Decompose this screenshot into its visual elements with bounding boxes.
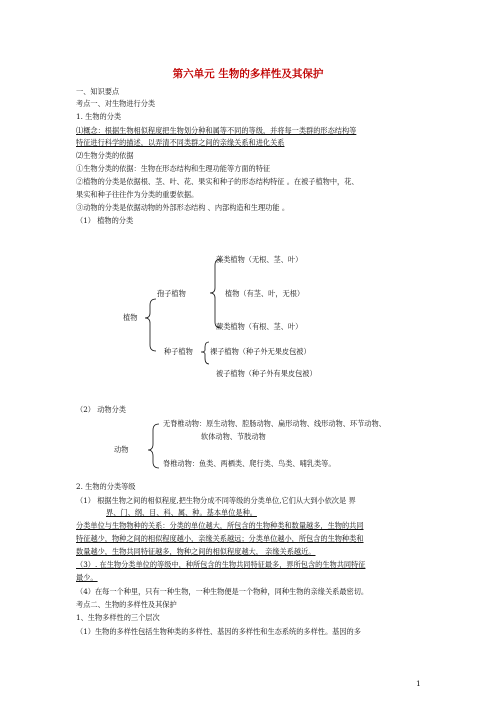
text-line: 最少。 [76,573,98,582]
text-line: 特征越少，物种之间的相似程度越小，亲缘关系越远；分类单位越小，所包含的生物种类和 [76,534,364,543]
page-title: 第六单元 生物的多样性及其保护 [172,68,324,80]
tree-node-plants: 植物 [123,313,138,322]
topic-heading: 考点一、对生物进行分类 [76,99,156,108]
text-line: （2） 动物分类 [76,405,126,414]
tree-node-spore-plants: 孢子植物 [157,289,186,298]
text-line: 数量越少，生物共同特征越多，物种之间的相似程度越大， 亲缘关系越近。 [76,547,316,556]
tree-leaf-invertebrates-cont: 软体动物、节肢动物 [201,432,266,441]
text-line: 果实和种子往往作为分类的重要依据。 [76,190,199,199]
tree-leaf-invertebrates: 无脊椎动物：原生动物、腔肠动物、扁形动物、线形动物、环节动物、 [163,419,386,428]
subsection-heading: 1. 生物的分类 [76,112,122,121]
text-line: （4）在每一个种里，只有一种生物，一种生物便是一个物种，同种生物的亲缘关系最密切。 [76,587,369,596]
text-line: ⑴概念：根据生物相似程度把生物划分种和属等不同的等级，并将每一类群的形态结构等 [76,126,357,135]
tree-leaf-fern: 蕨类植物（有根、茎、叶） [216,322,303,331]
page-number: 1 [416,679,421,688]
subsection-heading: 2. 生物的分类等级 [76,482,136,491]
tree-node-animals: 动物 [114,445,129,454]
text-line: 界、门、纲、目、科、属、种。基本单位是种。 [106,508,257,517]
text-line: （1） 根据生物之间的相似程度,把生物分成不同等级的分类单位,它们从大到小依次是 界 [76,496,356,505]
topic-heading: 考点二、生物的多样性及其保护 [76,600,177,609]
text-line: ②植物的分类是依据根、茎、叶、花、果实和种子的形态结构特征 。在被子植物中，花、 [76,177,359,186]
text-line: （1） 植物的分类 [76,216,134,225]
text-line: （3）. 在生物分类单位的等级中，种所包含的生物共同特征最多，界所包含的生物共同特征 [76,560,366,569]
tree-leaf-moss: 植物（有茎、叶，无根） [225,289,305,298]
text-line: （1）生物的多样性包括生物种类的多样性、基因的多样性和生态系统的多样性。基因的多 [76,627,361,636]
text-line: ③动物的分类是依据动物的外部形态结构 、内部构造和生理功能 。 [76,203,290,212]
tree-leaf-algae: 藻类植物（无根、茎、叶） [216,255,303,264]
section-heading: 一、知识要点 [76,87,120,96]
text-line: 1、生物多样性的三个层次 [76,613,160,622]
text-line: ⑵生物分类的依据 [76,151,134,160]
tree-node-seed-plants: 种子植物 [164,347,193,356]
text-line: 分类单位与生物物种的关系：分类的单位越大，所包含的生物种类和数量越多，生物的共同 [76,521,364,530]
tree-leaf-vertebrates: 脊椎动物：鱼类、两栖类、爬行类、鸟类、哺乳类等。 [163,459,336,468]
tree-leaf-angiosperms: 被子植物（种子外有果皮包被） [216,369,317,378]
text-line: 特征进行科学的描述，以弄清不同类群之间的亲缘关系和进化关系 [76,138,285,147]
tree-leaf-gymnosperms: 裸子植物（种子外无果皮包被） [210,347,311,356]
text-line: ①生物分类的依据：生物在形态结构和生理功能等方面的特征 [76,164,271,173]
